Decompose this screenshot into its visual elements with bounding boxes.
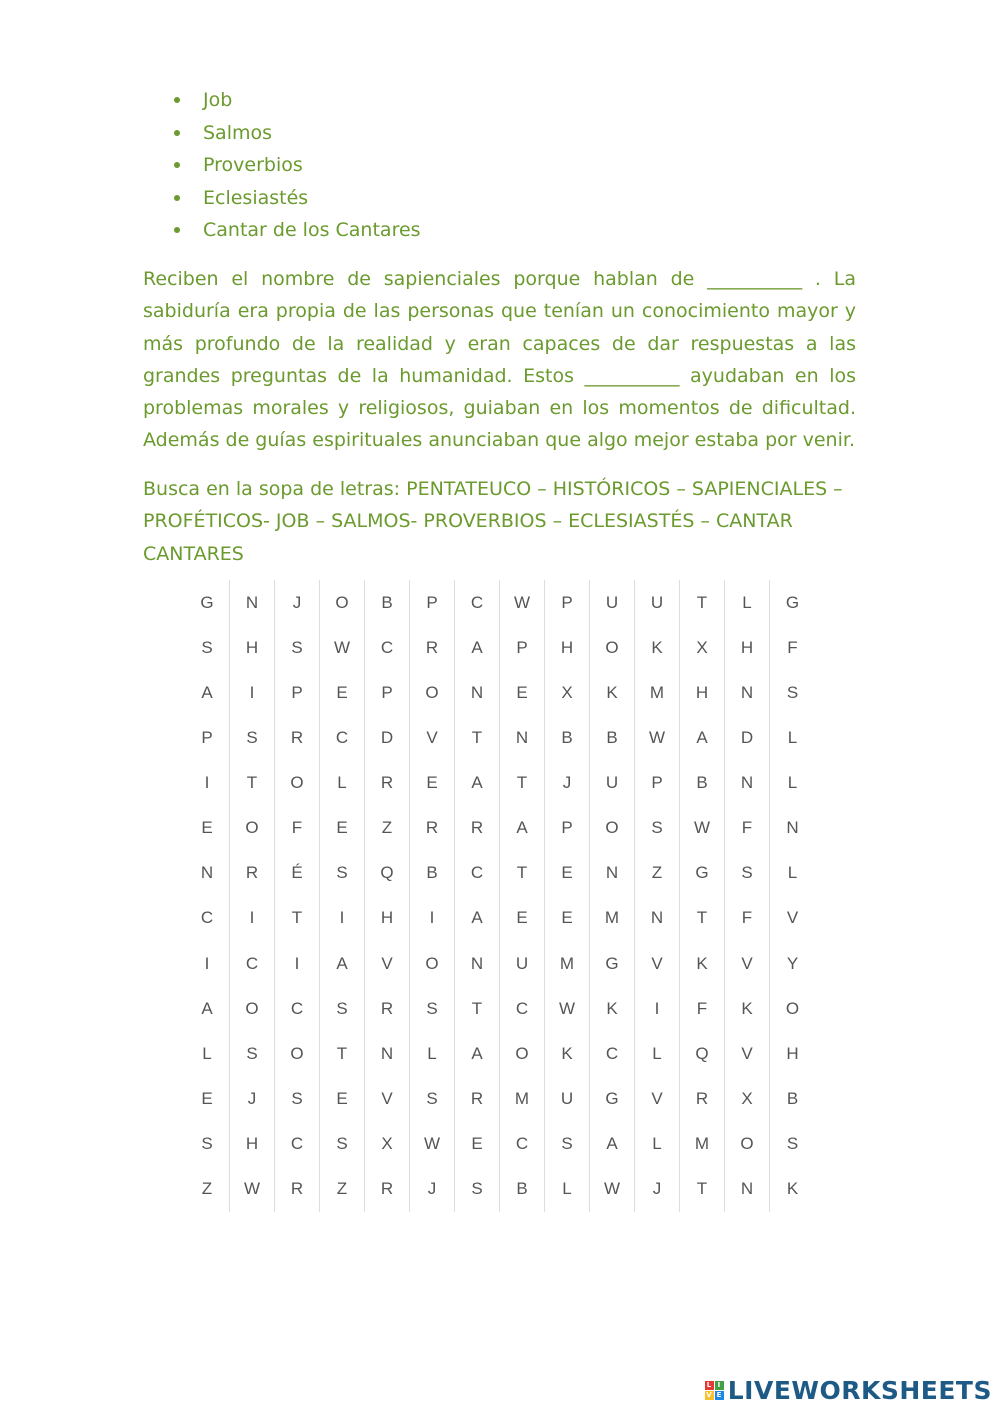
grid-cell[interactable]: A [455, 896, 500, 941]
grid-cell[interactable]: N [725, 761, 770, 806]
grid-cell[interactable]: P [635, 761, 680, 806]
book-list [170, 84, 421, 247]
grid-cell[interactable]: O [590, 625, 635, 670]
grid-cell[interactable]: I [185, 761, 230, 806]
grid-cell[interactable]: A [455, 625, 500, 670]
grid-cell[interactable]: R [455, 806, 500, 851]
grid-cell[interactable]: S [725, 851, 770, 896]
grid-cell[interactable]: P [410, 580, 455, 625]
grid-cell[interactable]: V [786, 908, 799, 928]
grid-cell[interactable]: T [230, 761, 275, 806]
grid-cell[interactable]: J [275, 580, 320, 625]
grid-cell[interactable]: N [590, 851, 635, 896]
grid-cell[interactable]: O [320, 580, 365, 625]
grid-cell[interactable]: O [275, 761, 320, 806]
grid-cell[interactable]: N [185, 851, 230, 896]
grid-cell[interactable]: X [365, 1122, 410, 1167]
grid-cell[interactable]: U [500, 941, 545, 986]
grid-cell[interactable]: R [365, 1167, 410, 1212]
grid-cell[interactable]: S [320, 986, 365, 1031]
grid-cell[interactable]: K [635, 625, 680, 670]
grid-cell[interactable]: L [725, 580, 770, 625]
grid-cell[interactable]: T [455, 986, 500, 1031]
grid-cell[interactable]: O [590, 806, 635, 851]
word-search-instructions: Busca en la sopa de letras: PENTATEUCO – HISTÓRICOS – SAPIENCIALES – PROFÉTICOS- JOB – SALMOS- PROVERBIOS – ECLESIASTÉS – CANTAR CANTARES [143, 478, 843, 565]
grid-cell[interactable]: L [787, 863, 798, 883]
grid-cell[interactable]: K [680, 941, 725, 986]
list-item: Job [170, 84, 421, 117]
brand-logo-square: V [706, 1391, 713, 1399]
grid-cell[interactable]: E [500, 896, 545, 941]
grid-cell[interactable]: G [590, 941, 635, 986]
grid-cell[interactable]: S [786, 1134, 799, 1154]
grid-cell[interactable]: X [545, 670, 590, 715]
grid-cell[interactable]: I [410, 896, 455, 941]
grid-cell[interactable]: V [725, 941, 770, 986]
grid-cell[interactable]: N [725, 1167, 770, 1212]
grid-cell[interactable]: O [275, 1031, 320, 1076]
grid-cell[interactable]: É [275, 851, 320, 896]
grid-cell[interactable]: U [590, 580, 635, 625]
grid-cell[interactable]: T [680, 580, 725, 625]
grid-cell[interactable]: C [320, 715, 365, 760]
grid-cell[interactable]: S [455, 1167, 500, 1212]
grid-cell[interactable]: A [455, 761, 500, 806]
grid-cell[interactable]: L [787, 727, 798, 747]
grid-cell[interactable]: Z [635, 851, 680, 896]
grid-cell[interactable]: R [365, 761, 410, 806]
grid-cell[interactable]: I [230, 670, 275, 715]
grid-cell[interactable]: R [275, 1167, 320, 1212]
grid-cell[interactable]: E [185, 806, 230, 851]
grid-cell[interactable]: C [455, 580, 500, 625]
grid-cell[interactable]: U [545, 1076, 590, 1121]
grid-cell[interactable]: C [185, 896, 230, 941]
grid-cell[interactable]: T [500, 761, 545, 806]
grid-cell[interactable]: Z [185, 1167, 230, 1212]
grid-cell[interactable]: W [680, 806, 725, 851]
grid-cell[interactable]: R [230, 851, 275, 896]
grid-cell[interactable]: S [275, 625, 320, 670]
grid-cell[interactable]: A [680, 715, 725, 760]
grid-cell[interactable]: E [545, 896, 590, 941]
grid-cell[interactable]: P [185, 715, 230, 760]
grid-cell[interactable]: S [275, 1076, 320, 1121]
grid-cell[interactable]: D [725, 715, 770, 760]
word-search-grid [185, 580, 815, 1212]
grid-cell[interactable]: A [185, 670, 230, 715]
list-item: Proverbios [170, 149, 421, 182]
grid-cell[interactable]: N [365, 1031, 410, 1076]
grid-cell[interactable]: J [410, 1167, 455, 1212]
grid-cell[interactable]: C [275, 986, 320, 1031]
grid-cell[interactable]: C [500, 986, 545, 1031]
grid-cell[interactable]: B [786, 1088, 799, 1108]
grid-cell[interactable]: Y [786, 953, 799, 973]
grid-cell[interactable]: C [590, 1031, 635, 1076]
grid-cell[interactable]: N [455, 670, 500, 715]
grid-cell[interactable]: S [320, 1122, 365, 1167]
grid-cell[interactable]: Q [680, 1031, 725, 1076]
grid-cell[interactable]: M [590, 896, 635, 941]
grid-cell[interactable]: G [785, 592, 800, 612]
grid-cell[interactable]: K [545, 1031, 590, 1076]
grid-cell[interactable]: K [786, 1179, 799, 1199]
grid-cell[interactable]: E [320, 806, 365, 851]
grid-cell[interactable]: J [230, 1076, 275, 1121]
grid-cell[interactable]: P [365, 670, 410, 715]
grid-cell[interactable]: L [410, 1031, 455, 1076]
grid-cell[interactable]: O [785, 998, 800, 1018]
grid-cell[interactable]: E [410, 761, 455, 806]
grid-cell[interactable]: V [410, 715, 455, 760]
grid-cell[interactable]: S [320, 851, 365, 896]
grid-cell[interactable]: K [725, 986, 770, 1031]
grid-cell[interactable]: P [545, 580, 590, 625]
grid-cell[interactable]: T [680, 896, 725, 941]
grid-cell[interactable]: A [500, 806, 545, 851]
grid-cell[interactable]: V [365, 941, 410, 986]
grid-cell[interactable]: B [590, 715, 635, 760]
grid-cell[interactable]: H [786, 1043, 799, 1063]
grid-cell[interactable]: E [455, 1122, 500, 1167]
grid-cell[interactable]: B [500, 1167, 545, 1212]
grid-cell[interactable]: F [680, 986, 725, 1031]
grid-cell[interactable]: R [410, 806, 455, 851]
grid-cell[interactable]: I [635, 986, 680, 1031]
list-item: Cantar de los Cantares [170, 214, 421, 247]
grid-cell[interactable]: F [787, 637, 798, 657]
grid-cell[interactable]: N [500, 715, 545, 760]
grid-cell[interactable]: O [230, 806, 275, 851]
grid-cell[interactable]: C [500, 1122, 545, 1167]
grid-cell[interactable]: F [725, 896, 770, 941]
brand-logo-square: L [705, 1381, 714, 1390]
grid-cell[interactable]: J [635, 1167, 680, 1212]
brand-logo-square: I [715, 1381, 724, 1390]
grid-cell[interactable]: C [455, 851, 500, 896]
grid-cell[interactable]: I [275, 941, 320, 986]
grid-cell[interactable]: J [545, 761, 590, 806]
grid-cell[interactable]: T [275, 896, 320, 941]
grid-cell[interactable]: L [635, 1122, 680, 1167]
grid-cell[interactable]: C [230, 941, 275, 986]
grid-cell[interactable]: S [410, 986, 455, 1031]
grid-cell[interactable]: H [365, 896, 410, 941]
grid-cell[interactable]: P [275, 670, 320, 715]
grid-cell[interactable]: L [635, 1031, 680, 1076]
grid-cell[interactable]: R [680, 1076, 725, 1121]
grid-cell[interactable]: Z [320, 1167, 365, 1212]
grid-cell[interactable]: R [365, 986, 410, 1031]
grid-cell[interactable]: I [185, 941, 230, 986]
grid-cell[interactable]: Q [365, 851, 410, 896]
grid-cell[interactable]: O [410, 670, 455, 715]
grid-cell[interactable]: U [635, 580, 680, 625]
brand-name: LIVEWORKSHEETS [727, 1376, 992, 1405]
grid-cell[interactable]: A [455, 1031, 500, 1076]
grid-cell[interactable]: S [410, 1076, 455, 1121]
grid-cell[interactable]: N [455, 941, 500, 986]
liveworksheets-logo [705, 1376, 992, 1405]
grid-cell[interactable]: O [410, 941, 455, 986]
grid-cell[interactable]: H [680, 670, 725, 715]
grid-cell[interactable]: B [680, 761, 725, 806]
grid-cell[interactable]: G [590, 1076, 635, 1121]
grid-cell[interactable]: F [275, 806, 320, 851]
grid-cell[interactable]: M [635, 670, 680, 715]
grid-cell[interactable]: G [680, 851, 725, 896]
grid-cell[interactable]: V [635, 1076, 680, 1121]
grid-cell[interactable]: D [365, 715, 410, 760]
grid-cell[interactable]: S [185, 625, 230, 670]
grid-cell[interactable]: C [365, 625, 410, 670]
grid-cell[interactable]: H [230, 625, 275, 670]
grid-cell[interactable]: O [500, 1031, 545, 1076]
grid-cell[interactable]: R [275, 715, 320, 760]
grid-cell[interactable]: S [185, 1122, 230, 1167]
grid-cell[interactable]: K [590, 986, 635, 1031]
grid-cell[interactable]: I [230, 896, 275, 941]
grid-cell[interactable]: W [500, 580, 545, 625]
grid-cell[interactable]: R [410, 625, 455, 670]
grid-cell[interactable]: S [635, 806, 680, 851]
grid-cell[interactable]: N [230, 580, 275, 625]
grid-cell[interactable]: B [365, 580, 410, 625]
grid-cell[interactable]: W [545, 986, 590, 1031]
grid-cell[interactable]: A [590, 1122, 635, 1167]
grid-cell[interactable]: W [320, 625, 365, 670]
grid-cell[interactable]: I [320, 896, 365, 941]
grid-cell[interactable]: E [320, 670, 365, 715]
grid-cell[interactable]: U [590, 761, 635, 806]
grid-cell[interactable]: C [275, 1122, 320, 1167]
grid-cell[interactable]: T [320, 1031, 365, 1076]
grid-cell[interactable]: A [185, 986, 230, 1031]
grid-cell[interactable]: V [635, 941, 680, 986]
grid-cell[interactable]: W [410, 1122, 455, 1167]
grid-cell[interactable]: E [185, 1076, 230, 1121]
list-item: Salmos [170, 117, 421, 150]
grid-cell[interactable]: O [725, 1122, 770, 1167]
grid-cell[interactable]: V [725, 1031, 770, 1076]
grid-cell[interactable]: W [590, 1167, 635, 1212]
grid-cell[interactable]: W [635, 715, 680, 760]
grid-cell[interactable]: X [680, 625, 725, 670]
grid-cell[interactable]: S [230, 715, 275, 760]
grid-cell[interactable]: B [410, 851, 455, 896]
grid-cell[interactable]: H [545, 625, 590, 670]
grid-cell[interactable]: L [545, 1167, 590, 1212]
grid-cell[interactable]: H [725, 625, 770, 670]
grid-cell[interactable]: N [786, 818, 799, 838]
grid-cell[interactable]: R [455, 1076, 500, 1121]
grid-cell[interactable]: M [680, 1122, 725, 1167]
intro-paragraph: Reciben el nombre de sapienciales porque hablan de __________ . La sabiduría era propia de las personas que tenían un conocimiento mayor y más profundo de la realidad y eran capaces de dar respuestas a las grandes preguntas de la humanidad. Estos __________ ayudaban en los problemas morales y religiosos, guiaban en los momentos de dificultad. Además de guías espirituales anunciaban que algo mejor estaba por venir. [143, 268, 856, 452]
grid-cell[interactable]: X [725, 1076, 770, 1121]
list-item: Eclesiastés [170, 182, 421, 215]
grid-cell[interactable]: Z [365, 806, 410, 851]
grid-cell[interactable]: S [230, 1031, 275, 1076]
grid-cell[interactable]: V [365, 1076, 410, 1121]
grid-cell[interactable]: O [230, 986, 275, 1031]
grid-cell[interactable]: L [185, 1031, 230, 1076]
grid-cell[interactable]: K [590, 670, 635, 715]
grid-cell[interactable]: M [500, 1076, 545, 1121]
grid-cell[interactable]: T [500, 851, 545, 896]
grid-cell[interactable]: A [320, 941, 365, 986]
grid-cell[interactable]: T [455, 715, 500, 760]
grid-cell[interactable]: T [680, 1167, 725, 1212]
grid-cell[interactable]: S [786, 682, 799, 702]
grid-cell[interactable]: P [500, 625, 545, 670]
grid-cell[interactable]: G [185, 580, 230, 625]
grid-cell[interactable]: M [545, 941, 590, 986]
grid-cell[interactable]: S [545, 1122, 590, 1167]
grid-cell[interactable]: E [320, 1076, 365, 1121]
grid-cell[interactable]: P [545, 806, 590, 851]
grid-cell[interactable]: E [545, 851, 590, 896]
grid-cell[interactable]: H [230, 1122, 275, 1167]
grid-cell[interactable]: L [787, 773, 798, 793]
grid-cell[interactable]: W [230, 1167, 275, 1212]
grid-cell[interactable]: N [725, 670, 770, 715]
grid-cell[interactable]: F [725, 806, 770, 851]
grid-cell[interactable]: L [320, 761, 365, 806]
grid-cell[interactable]: B [545, 715, 590, 760]
grid-cell[interactable]: N [635, 896, 680, 941]
brand-logo-icon [705, 1381, 724, 1400]
grid-cell[interactable]: E [500, 670, 545, 715]
brand-logo-square: E [716, 1391, 722, 1399]
